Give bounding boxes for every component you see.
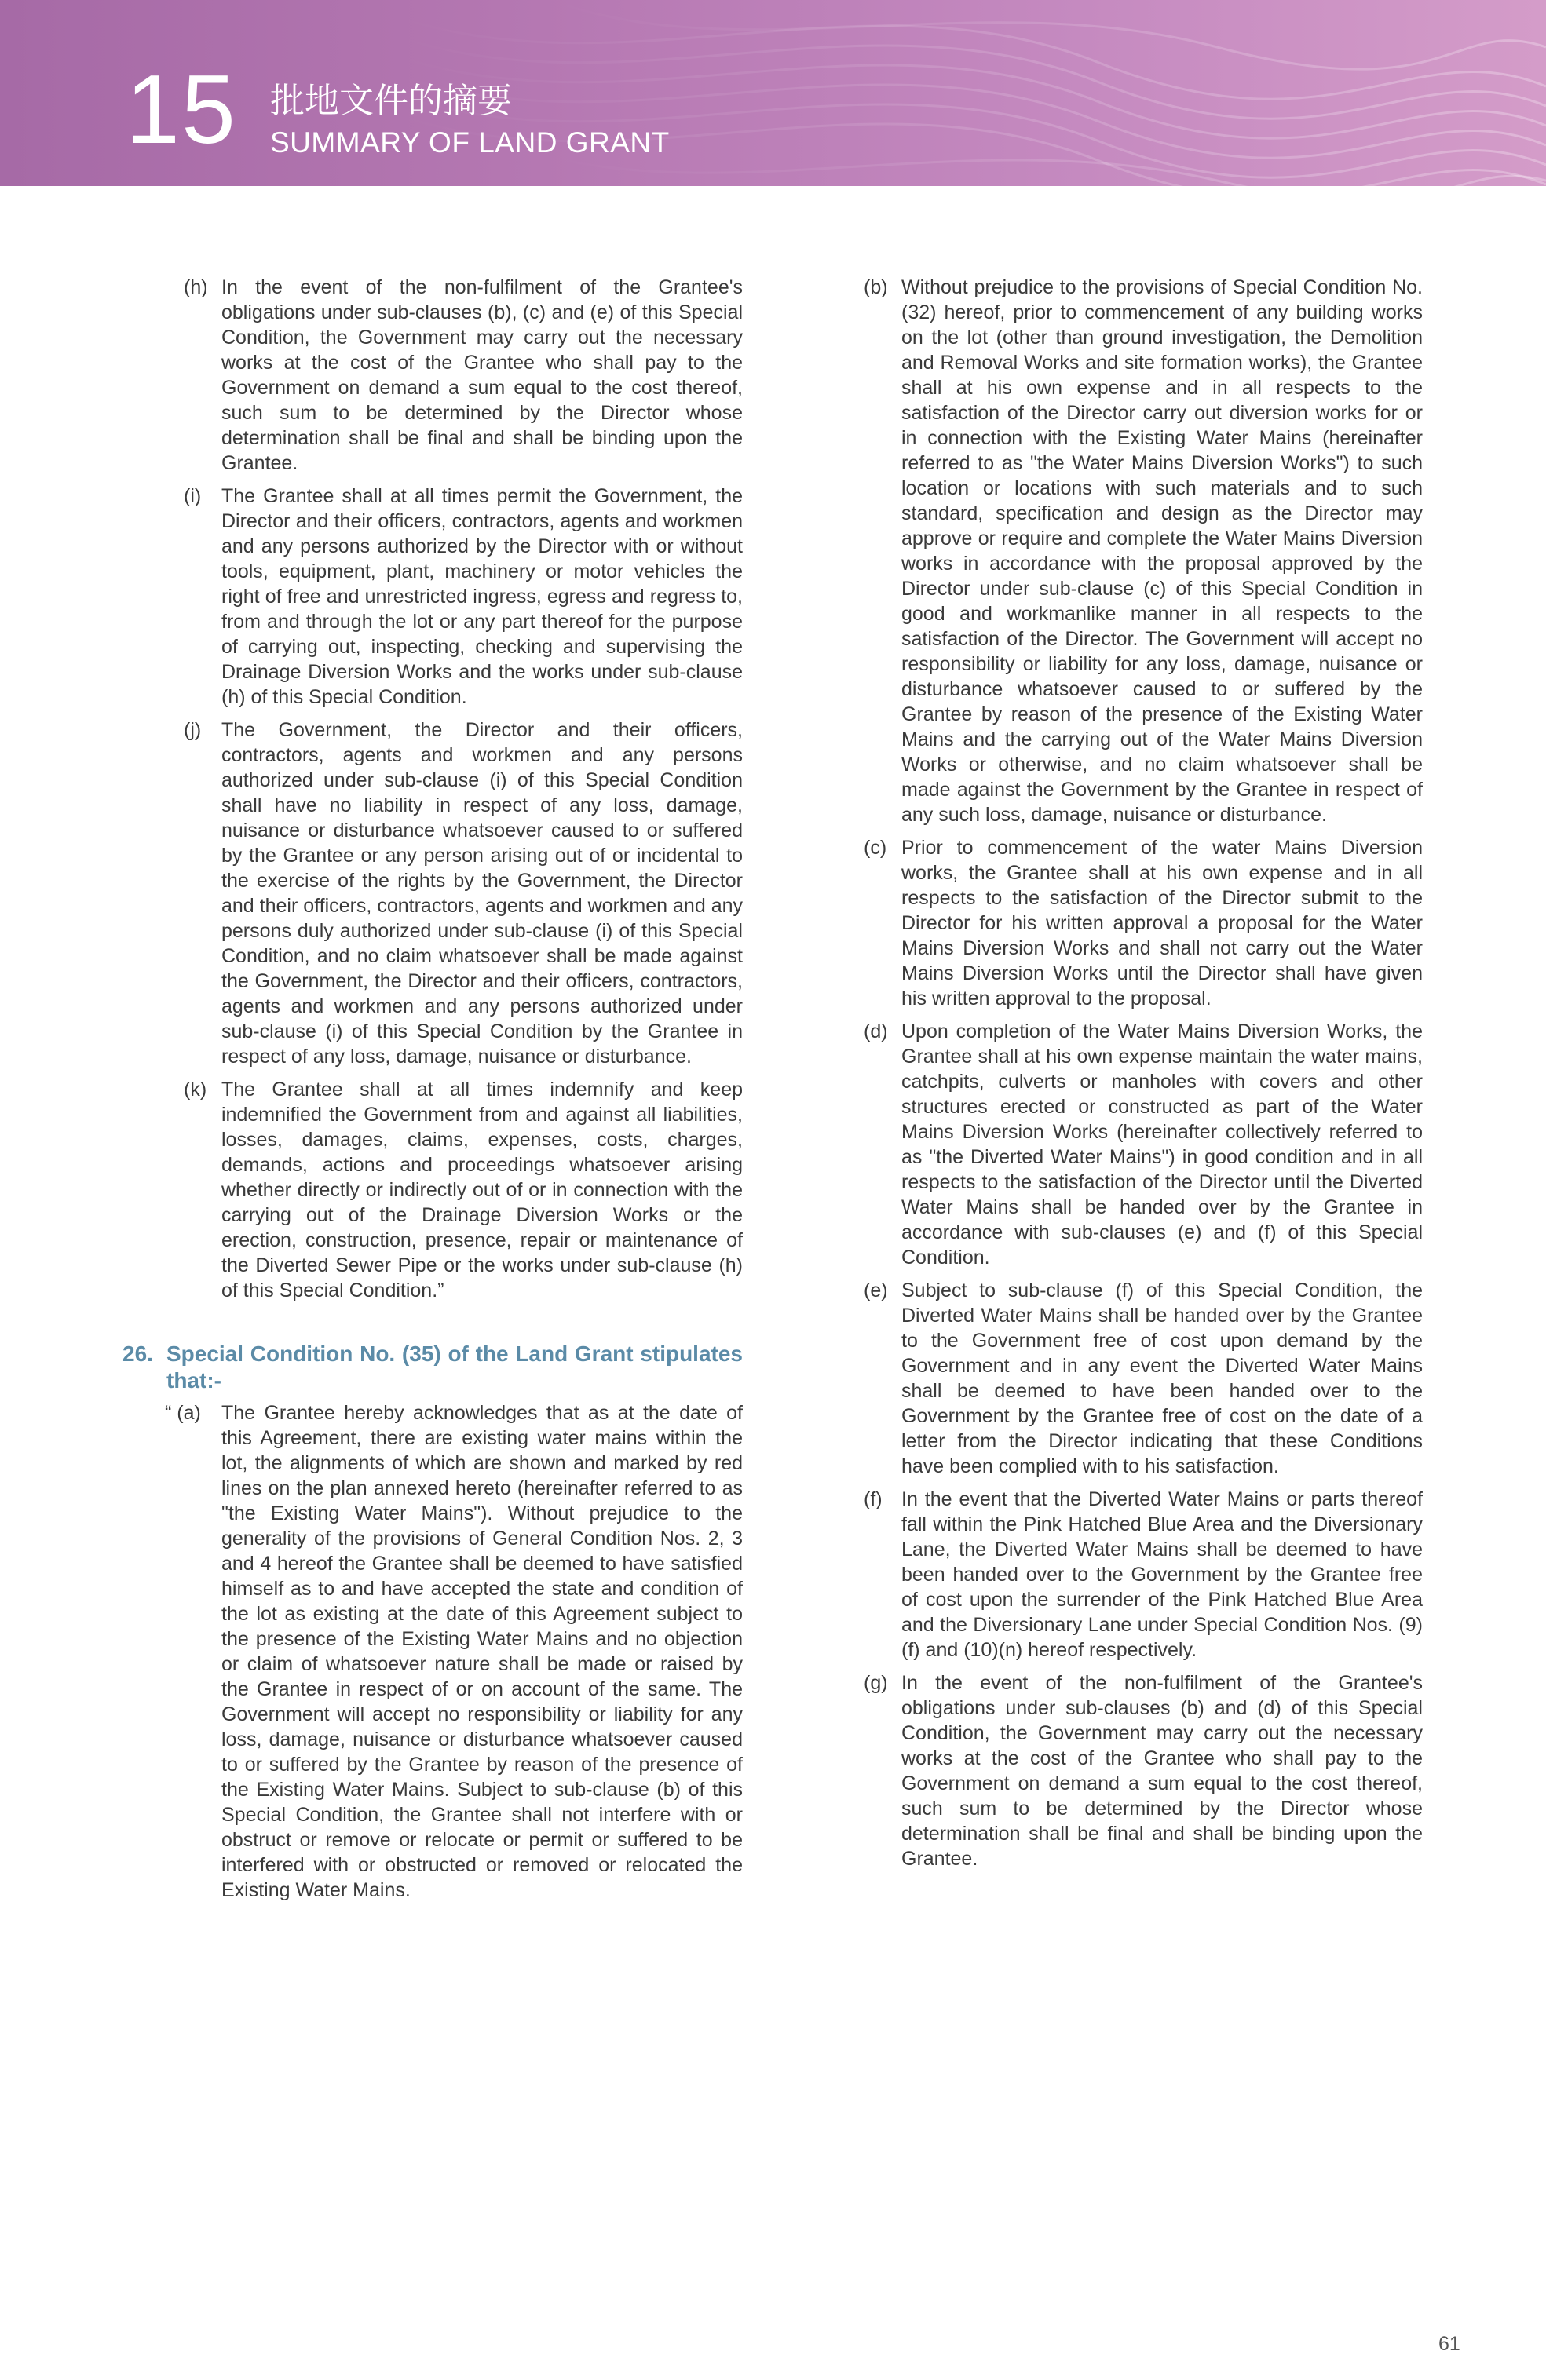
clause-label: (i) [184, 485, 202, 507]
clause-text: The Government, the Director and their officers, contractors, agents and workmen and any persons authorized under sub-clause (i) of this Special Condition shall have no liability in respect of any loss, damage, nuisance or disturbance whatsoever caused to or suffered by the Grantee or any person arising out of or incidental to the exercise of the rights by the Government, the Director and their officers, contractors, agents and workmen and any persons duly authorized under sub-clause (i) of this Special Condition, and no claim whatsoever shall be made against the Government, the Director and their officers, contractors, agents and workmen and any persons authorized under sub-clause (i) of this Special Condition by the Grantee in respect of any loss, damage, nuisance or disturbance. [221, 719, 743, 1068]
clause-label: (g) [864, 1672, 888, 1694]
clause-text: The Grantee shall at all times indemnify and keep indemnified the Government from and against all liabilities, losses, damages, claims, expenses, costs, charges, demands, actions and proceedings whatsoever arising whether directly or indirectly out of or in connection with the carrying out of the Drainage Diversion Works or the erection, construction, presence, repair or maintenance of the Diverted Sewer Pipe or the works under sub-clause (h) of this Special Condition.” [221, 1079, 743, 1301]
clause-label: (c) [864, 837, 887, 859]
clause-text: The Grantee hereby acknowledges that as at the date of this Agreement, there are existing water mains within the lot, the alignments of which are shown and marked by red lines on the plan annexed hereto (hereinafter referred to as "the Existing Water Mains"). Without prejudice to the generality of the provisions of General Condition Nos. 2, 3 and 4 hereof the Grantee shall be deemed to have satisfied himself as to and have accepted the state and condition of the lot as existing at the date of this Agreement subject to the presence of the Existing Water Mains and no objection or claim of whatsoever nature shall be made or raised by the Grantee in respect of or on account of the same. The Government will accept no responsibility or liability for any loss, damage, nuisance or disturbance whatsoever caused to or suffered by the Grantee by reason of the presence of the Existing Water Mains. Subject to sub-clause (b) of this Special Condition, the Grantee shall not interfere with or obstruct or remove or relocate or permit or suffered to be interfered with or obstructed or removed or relocated the Existing Water Mains. [221, 1402, 743, 1901]
clause-text: Subject to sub-clause (f) of this Special Condition, the Diverted Water Mains shall be handed over by the Grantee to the Government free of cost upon demand by the Government and in any event the Diverted Water Mains shall be deemed to have been handed over to the Government by the Grantee free of cost on the date of a letter from the Director indicating that these Conditions have been complied with to his satisfaction. [901, 1279, 1423, 1477]
clause-f [864, 1487, 1423, 1663]
clause-i [122, 484, 743, 710]
clause-label: (j) [184, 719, 202, 741]
clause-e [864, 1278, 1423, 1479]
clause-label: (k) [184, 1079, 207, 1101]
clause-text: In the event of the non-fulfilment of the Grantee's obligations under sub-clauses (b), (c) and (e) of this Special Condition, the Government may carry out the necessary works at the cost of the Grantee who shall pay to the Government on demand a sum equal to the cost thereof, such sum to be determined by the Director whose determination shall be final and shall be binding upon the Grantee. [221, 276, 743, 474]
section-heading-text: Special Condition No. (35) of the Land Grant stipulates that:- [166, 1341, 743, 1393]
clause-label: (d) [864, 1020, 888, 1042]
section-number: 26. [122, 1341, 153, 1366]
page-number: 61 [1438, 2333, 1460, 2355]
clause-label: (e) [864, 1279, 888, 1301]
clause-text: In the event that the Diverted Water Mains or parts thereof fall within the Pink Hatched Blue Area and the Diversionary Lane, the Diverted Water Mains shall be deemed to have been handed over to the Government by the Grantee free of cost upon the surrender of the Pink Hatched Blue Area and the Diversionary Lane under Special Condition Nos. (9)(f) and (10)(n) hereof respectively. [901, 1488, 1423, 1661]
clause-c [864, 835, 1423, 1011]
clause-label: (b) [864, 276, 888, 298]
chapter-title-chinese: 批地文件的摘要 [270, 81, 512, 121]
clause-text: Upon completion of the Water Mains Diversion Works, the Grantee shall at his own expense maintain the water mains, catchpits, culverts or manholes with covers and other structures erected or constructed as part of the Water Mains Diversion Works (hereinafter collectively referred to as "the Diverted Water Mains") in good condition and in all respects to the satisfaction of the Director until the Diverted Water Mains shall be handed over by the Grantee in accordance with sub-clauses (e) and (f) of this Special Condition. [901, 1020, 1423, 1268]
clause-j [122, 717, 743, 1069]
clause-k [122, 1077, 743, 1303]
right-column [864, 275, 1423, 1879]
clause-label: (f) [864, 1488, 883, 1510]
clause-text: The Grantee shall at all times permit the Government, the Director and their officers, contractors, agents and workmen and any persons authorized by the Director with or without tools, equipment, plant, machinery or motor vehicles the right of free and unrestricted ingress, egress and regress to, from and through the lot or any part thereof for the purpose of carrying out, inspecting, checking and supervising the Drainage Diversion Works and the works under sub-clause (h) of this Special Condition. [221, 485, 743, 708]
section-heading-26 [122, 1341, 743, 1394]
page-header-banner [0, 0, 1546, 186]
clause-g [864, 1670, 1423, 1871]
clause-h [122, 275, 743, 476]
left-column [122, 275, 743, 1911]
clause-a [122, 1400, 743, 1903]
chapter-number: 15 [126, 56, 237, 164]
clause-d [864, 1019, 1423, 1270]
clause-label: (h) [184, 276, 208, 298]
clause-text: Without prejudice to the provisions of Special Condition No. (32) hereof, prior to commencement of any building works on the lot (other than ground investigation, the Demolition and Removal Works and site formation works), the Grantee shall at his own expense and in all respects to the satisfaction of the Director carry out diversion works for or in connection with the Existing Water Mains (hereinafter referred to as "the Water Mains Diversion Works") to such location or locations with such materials and to such standard, specification and design as the Director may approve or require and complete the Water Mains Diversion works in accordance with the proposal approved by the Director under sub-clause (c) of this Special Condition in good and workmanlike manner in all respects to the satisfaction of the Director. The Government will accept no responsibility or liability for any loss, damage, nuisance or disturbance whatsoever caused to or suffered by the Grantee by reason of the presence of the Existing Water Mains and the carrying out of the Water Mains Diversion Works or otherwise, and no claim whatsoever shall be made against the Government by the Grantee in respect of any such loss, damage, nuisance or disturbance. [901, 276, 1423, 826]
clause-label: “ (a) [165, 1402, 201, 1424]
clause-b [864, 275, 1423, 827]
chapter-title-english: SUMMARY OF LAND GRANT [270, 126, 670, 159]
clause-text: In the event of the non-fulfilment of the Grantee's obligations under sub-clauses (b) and (d) of this Special Condition, the Government may carry out the necessary works at the cost of the Grantee who shall pay to the Government on demand a sum equal to the cost thereof, such sum to be determined by the Director whose determination shall be final and shall be binding upon the Grantee. [901, 1672, 1423, 1870]
clause-text: Prior to commencement of the water Mains Diversion works, the Grantee shall at his own expense and in all respects to the satisfaction of the Director submit to the Director for his written approval a proposal for the Water Mains Diversion Works and shall not carry out the Water Mains Diversion Works until the Director shall have given his written approval to the proposal. [901, 837, 1423, 1009]
